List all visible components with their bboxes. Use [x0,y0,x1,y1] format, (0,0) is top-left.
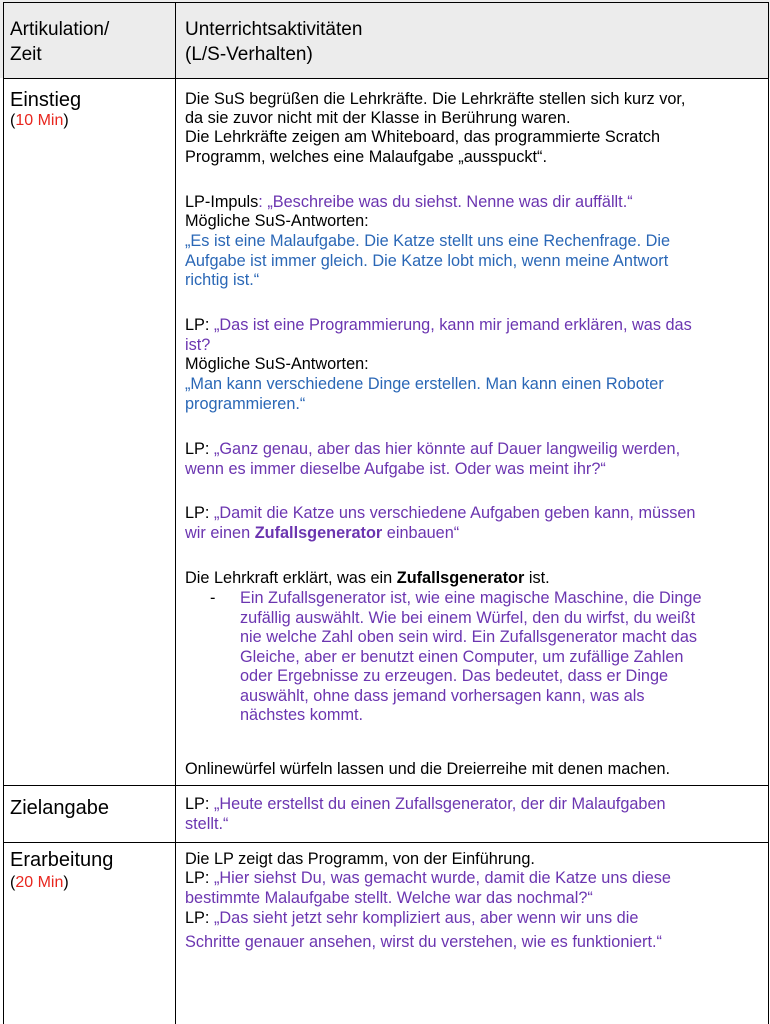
answers-label-2: Mögliche SuS-Antworten: [185,355,369,373]
lp-impuls-1: LP-Impuls: „Beschreibe was du siehst. Nenne was dir auffällt.“ [185,193,633,211]
header-verhalten: (L/S-Verhalten) [185,44,313,65]
zielangabe-line-2: stellt.“ [185,815,229,833]
bullet-line-4: Gleiche, aber er benutzt einen Computer, um zufällige Zahlen [240,648,684,666]
explain-zufallsgenerator: Die Lehrkraft erklärt, was ein Zufallsgenerator ist. [185,569,550,587]
einstieg-final-line: Onlinewürfel würfeln lassen und die Dreierreihe mit denen machen. [185,760,671,778]
bullet-line-3: nie welche Zahl oben sein wird. Ein Zufallsgenerator macht das [240,628,698,646]
table-border-left [3,2,4,1024]
row-divider-zielangabe [3,842,769,843]
lp-impuls-2-line-2: ist? [185,336,211,354]
lp-impuls-3: LP: „Ganz genau, aber das hier könnte auf Dauer langweilig werden, [185,440,681,458]
header-zeit: Zeit [10,44,42,65]
bullet-line-1: Ein Zufallsgenerator ist, wie eine magische Maschine, die Dinge [240,589,702,607]
header-artikulation: Artikulation/ [10,19,110,40]
einstieg-line-4: Programm, welches eine Malaufgabe „ausspuckt“. [185,148,547,166]
erarbeitung-line-1: Die LP zeigt das Programm, von der Einführung. [185,850,535,868]
answer-2-line-2: programmieren.“ [185,395,306,413]
bullet-line-2: zufällig auswählt. Wie bei einem Würfel, den du wirfst, du weißt [240,609,696,627]
bullet-line-5: oder Ergebnisse zu erzeugen. Das bedeutet, dass er Dinge [240,667,669,685]
einstieg-line-1: Die SuS begrüßen die Lehrkräfte. Die Lehrkräfte stellen sich kurz vor, [185,90,686,108]
table-border-right [768,2,769,1024]
lp-impuls-2: LP: „Das ist eine Programmierung, kann mir jemand erklären, was das [185,316,692,334]
row-divider-einstieg [3,785,769,786]
answers-label-1: Mögliche SuS-Antworten: [185,212,369,230]
phase-erarbeitung: Erarbeitung [10,849,114,871]
answer-1-line-3: richtig ist.“ [185,271,260,289]
lp-impuls-4-line-2: wir einen Zufallsgenerator einbauen“ [185,524,460,542]
phase-zielangabe: Zielangabe [10,797,109,819]
phase-einstieg-time: (10 Min) [10,112,69,129]
phase-erarbeitung-time: (20 Min) [10,874,69,891]
erarbeitung-lp-2-line-2: Schritte genauer ansehen, wirst du verstehen, wie es funktioniert.“ [185,933,662,951]
zielangabe-line-1: LP: „Heute erstellst du einen Zufallsgenerator, der dir Malaufgaben [185,795,666,813]
bullet-line-7: nächstes kommt. [240,706,364,724]
header-unterrichtsaktivitaeten: Unterrichtsaktivitäten [185,19,363,40]
table-header-background [0,0,770,78]
bullet-dash: - [210,589,216,607]
table-border-top [3,2,769,3]
einstieg-line-2: da sie zuvor nicht mit der Klasse in Berührung waren. [185,109,571,127]
erarbeitung-lp-2: LP: „Das sieht jetzt sehr kompliziert aus, aber wenn wir uns die [185,909,639,927]
lp-impuls-3-line-2: wenn es immer dieselbe Aufgabe ist. Oder was meint ihr?“ [185,460,606,478]
answer-1-line-1: „Es ist eine Malaufgabe. Die Katze stellt uns eine Rechenfrage. Die [185,232,671,250]
erarbeitung-lp-1: LP: „Hier siehst Du, was gemacht wurde, damit die Katze uns diese [185,869,671,887]
bullet-line-6: auswählt, ohne dass jemand vorhersagen kann, was als [240,687,645,705]
answer-1-line-2: Aufgabe ist immer gleich. Die Katze lobt mich, wenn meine Antwort [185,252,669,270]
lp-impuls-4: LP: „Damit die Katze uns verschiedene Aufgaben geben kann, müssen [185,504,696,522]
row-divider-header [3,78,769,79]
erarbeitung-lp-1-line-2: bestimmte Malaufgabe stellt. Welche war das nochmal?“ [185,889,593,907]
einstieg-line-3: Die Lehrkräfte zeigen am Whiteboard, das programmierte Scratch [185,128,661,146]
column-divider [175,2,176,1024]
answer-2-line-1: „Man kann verschiedene Dinge erstellen. Man kann einen Roboter [185,375,664,393]
phase-einstieg: Einstieg [10,89,82,111]
